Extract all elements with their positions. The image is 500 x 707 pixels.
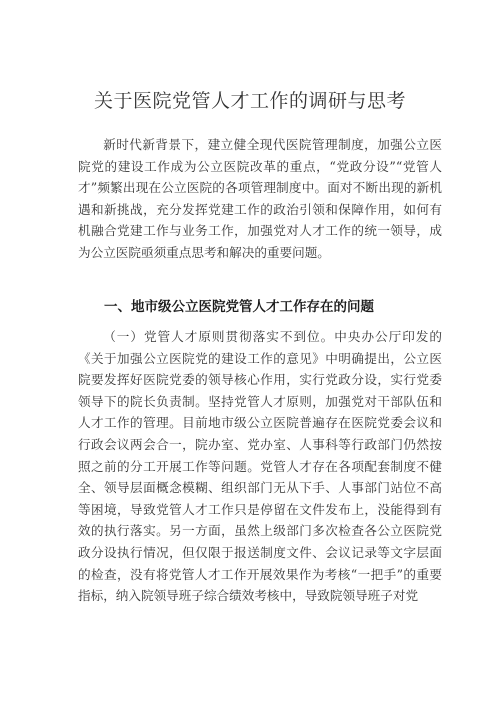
section-1-paragraph: （一）党管人才原则贯彻落实不到位。中央办公厅印发的《关于加强公立医院党的建设工作的意见》中明确提出，公立医院要发挥好医院党委的领导核心作用，实行党政分设，实行党委领导下的院长负责制。坚持党管人才原则，加强党对干部队伍和人才工作的管理。目前地市级公立医院普遍存在医院党委会议和行政会议两会合一，院办室、党办室、人事科等行政部门仍然按照之前的分工开展工作等问题。党管人才存在各项配套制度不健全、领导层面概念模糊、组织部门无从下手、人事部门站位不高等困境，导致党管人才工作只是停留在文件发布上，没能得到有效的执行落实。另一方面，虽然上级部门多次检查各公立医院党政分设执行情况，但仅限于报送制度文件、会议记录等文字层面的检查，没有将党管人才工作开展效果作为考核“一把手”的重要指标，纳入院领导班子综合绩效考核中，导致院领导班子对党 (78, 329, 442, 604)
document-title: 关于医院党管人才工作的调研与思考 (93, 90, 406, 112)
intro-section (78, 134, 442, 264)
section-heading: 一、地市级公立医院党管人才工作存在的问题 (104, 299, 374, 315)
intro-paragraph: 新时代新背景下，建立健全现代医院管理制度，加强公立医院党的建设工作成为公立医院改革的重点，“党政分设”“党管人才”频繁出现在公立医院的各项管理制度中。面对不断出现的新机遇和新挑战，充分发挥党建工作的政治引领和保障作用，如何有机融合党建工作与业务工作，加强党对人才工作的统一领导，成为公立医院亟须重点思考和解决的重要问题。 (78, 137, 442, 260)
section-1-body (78, 326, 442, 607)
